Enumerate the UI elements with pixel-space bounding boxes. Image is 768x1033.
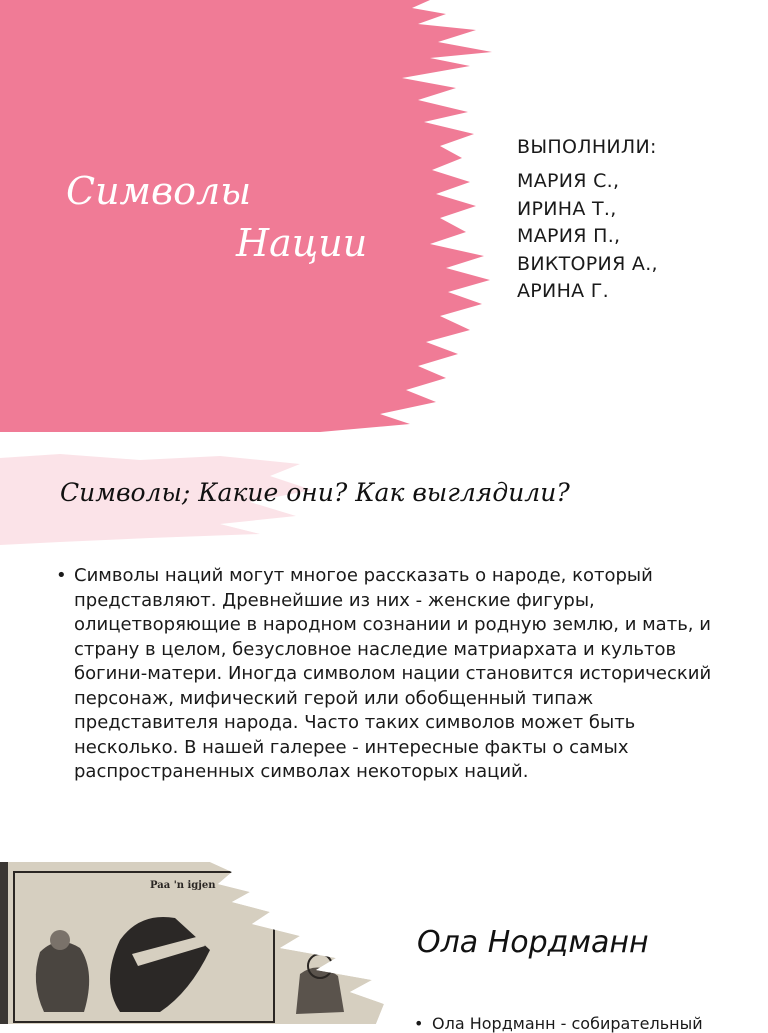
title-paint-splash (0, 0, 500, 440)
intro-paragraph: Символы наций могут многое рассказать о народе, который представляют. Древнейшие из них - женские фигуры, олицетворяющие в народном сознании и родную землю, и мать, и страну в целом, безусловное наследие матриархата и культов богини-матери. Иногда символом нации становится исторический персонаж, мифический герой или обобщенный типаж представителя народа. Часто таких символов может быть несколько. В нашей галерее - интересные факты о самых распространенных символах некоторых наций. (74, 565, 712, 782)
section-heading: Символы; Какие они? Как выглядили? (60, 478, 570, 507)
title-line-2: Нации (236, 221, 368, 265)
figure-paragraph: Ола Нордманн - собирательный (432, 1014, 703, 1033)
authors-heading: ВЫПОЛНИЛИ: (517, 136, 657, 158)
title-line-1: Символы (66, 169, 252, 213)
bullet-marker: • (56, 565, 67, 586)
figure-heading: Ола Нордманн (417, 925, 649, 960)
author-item: АРИНА Г. (517, 280, 610, 302)
author-item: МАРИЯ П., (517, 225, 621, 247)
photo-caption: Paa 'n igjen (150, 880, 216, 891)
author-item: МАРИЯ С., (517, 170, 620, 192)
author-item: ИРИНА Т., (517, 197, 617, 220)
authors-list (517, 168, 658, 306)
white-paint-splash (202, 862, 402, 1024)
author-item: ВИКТОРИЯ А., (517, 252, 658, 275)
bullet-marker: • (414, 1014, 424, 1033)
